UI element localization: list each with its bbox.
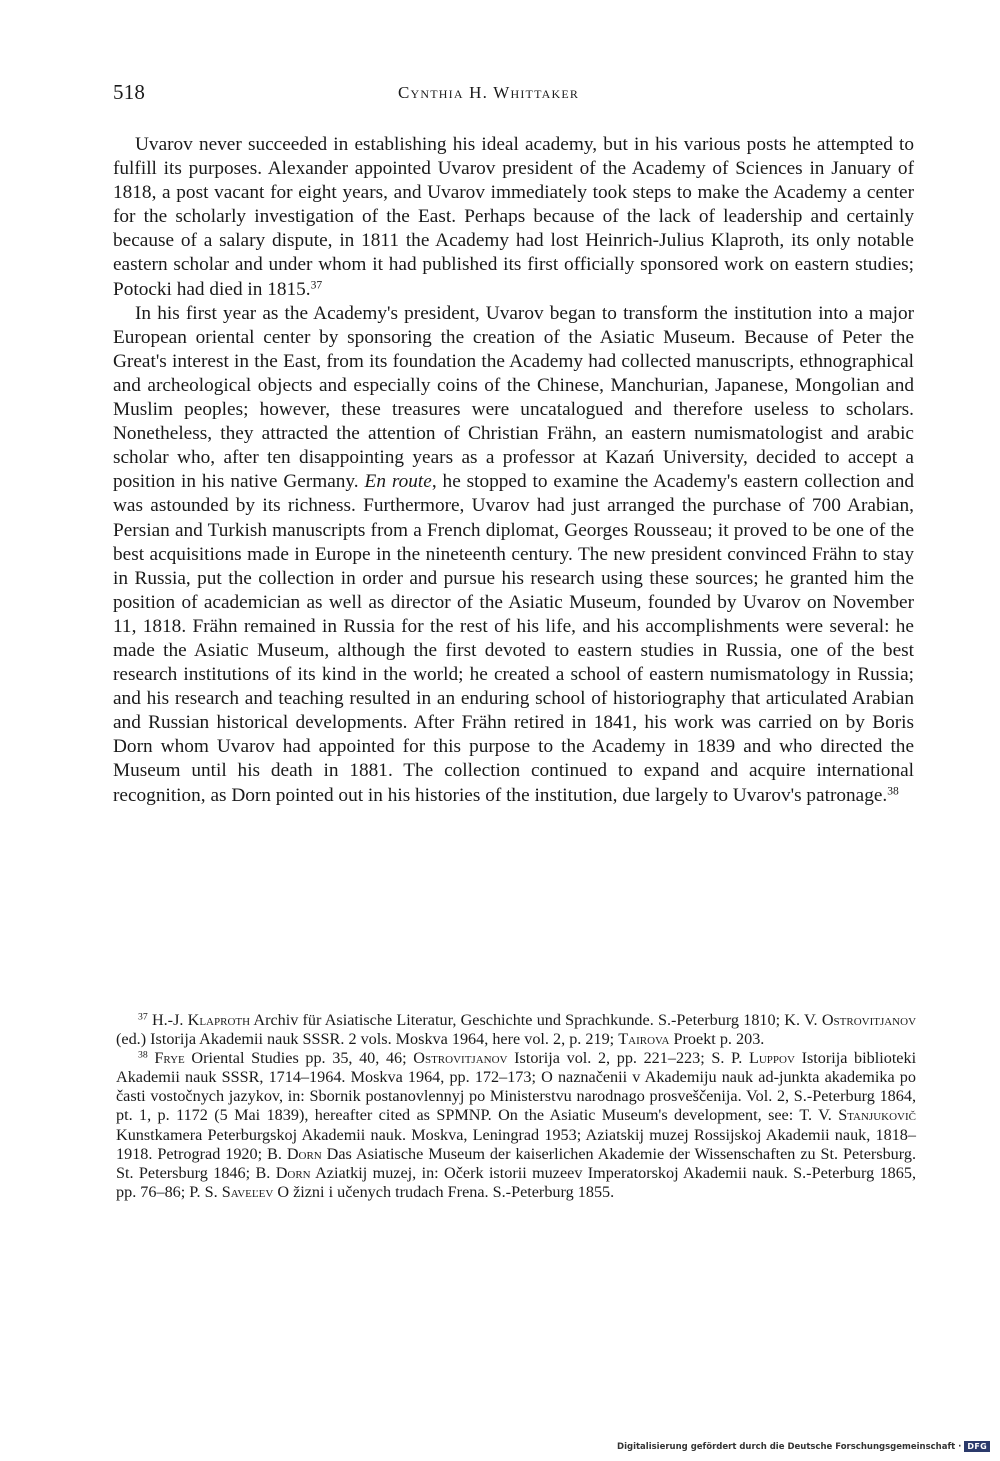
- footnote-ref-37: 37: [310, 278, 323, 292]
- footnote-38-text-7: O žizni i učenych trudach Frena. S.-Peterburg 1855.: [277, 1182, 615, 1201]
- footnotes: [116, 1011, 916, 1202]
- footnote-37-text-3: Proekt p. 203.: [673, 1030, 765, 1049]
- footnote-38-author-7: Saveľev: [221, 1182, 274, 1201]
- page-number: 518: [113, 80, 146, 104]
- paragraph-2-text-b: , he stopped to examine the Academy's eastern collection and was astounded by its richness. Furthermore, Uvarov had just arranged the purchase of 700 Arabian, Persian and Turkish manuscripts from a French diplomat, Georges Rousseau; it proved to be one of the best acquisitions made in Europe in the nineteenth century. The new president convinced Frähn to stay in Russia, put the collection in order and pursue his research using these sources; he granted him the position of academician as well as director of the Asiatic Museum, founded by Uvarov on November 11, 1818. Frähn remained in Russia for the rest of his life, and his accomplishments were several: he made the Asiatic Museum, although the first devoted to eastern studies in Russia, one of the best research institutions of its kind in the world; he created a school of eastern numismatology in Russia; and his research and teaching resulted in an enduring school of historiography that articulated Arabian and Russian historical developments. After Frähn retired in 1841, his work was carried on by Boris Dorn whom Uvarov had appointed for this purpose to the Academy in 1839 and who directed the Museum until his death in 1881. The collection continued to expand and acquire international recognition, as Dorn pointed out in his histories of the institution, due largely to Uvarov's patronage.: [113, 471, 914, 806]
- footnote-38-text-3: Istorija biblioteki Akademii nauk SSSR, 1714–1964. Moskva 1964, pp. 172–173; O naznačenii v Akademiju nauk ad-junkta akademika po časti vostočnych jazykov, in: Sbornik postanovlennyj po Ministerstvu narodnago prosveščenija. Vol. 2, S.-Peterburg 1864, pt. 1, p. 1172 (5 Mai 1839), hereafter cited as SPMNP. On the Asiatic Museum's development, see: T. V.: [116, 1049, 917, 1125]
- footnote-38-text-1: Oriental Studies pp. 35, 40, 46;: [191, 1049, 407, 1068]
- footnote-37-author-1: Klaproth: [187, 1011, 251, 1029]
- paragraph-1-text: Uvarov never succeeded in establishing his ideal academy, but in his various posts he attempted to fulfill its purposes. Alexander appointed Uvarov president of the Academy of Sciences in January of 1818, a post vacant for eight years, and Uvarov immediately took steps to make the Academy a center for the scholarly investigation of the East. Perhaps because of the lack of leadership and certainly because of a salary dispute, in 1811 the Academy had lost Heinrich-Julius Klaproth, its only notable eastern scholar and under whom it had published its first officially sponsored work on eastern studies; Potocki had died in 1815.: [113, 134, 914, 300]
- footnote-37-text-a: H.-J.: [151, 1011, 184, 1029]
- footnote-38-author-1: Frye: [154, 1049, 185, 1068]
- footnote-38-author-3: Luppov: [748, 1049, 795, 1068]
- paragraph-1: [113, 133, 914, 302]
- footnote-38-author-4: Stanjukovič: [838, 1106, 916, 1125]
- footnote-38-author-6: Dorn: [275, 1163, 311, 1182]
- footnote-38-author-5: Dorn: [286, 1144, 322, 1163]
- footnote-38-text-4: Kunstkamera Peterburgskoj Akademii nauk. Moskva, Leningrad 1953; Aziatskij muzej Rossijskoj Akademii nauk, 1818–1918. Petrograd 1920; B.: [116, 1125, 916, 1163]
- footnote-37-text-2: (ed.) Istorija Akademii nauk SSSR. 2 vols. Moskva 1964, here vol. 2, p. 219;: [116, 1030, 615, 1049]
- paragraph-2: [113, 302, 914, 808]
- footnote-38: [116, 1049, 916, 1202]
- footnote-ref-38: 38: [887, 784, 899, 798]
- footer-text: Digitalisierung gefördert durch die Deutsche Forschungsgemeinschaft ·: [617, 1441, 962, 1452]
- paragraph-2-italic: En route: [364, 471, 432, 493]
- footnote-38-text-6: Aziatkij muzej, in: Očerk istorii muzeev Imperatorskoj Akademii nauk. S.-Peterburg 1865, pp. 76–86; P. S.: [116, 1163, 917, 1201]
- running-head: Cynthia H. Whittaker: [398, 83, 580, 102]
- footnote-37-author-2: Ostrovitjanov: [821, 1011, 917, 1029]
- footnote-37-marker: 37: [138, 1011, 148, 1023]
- footnote-37-author-3: Tairova: [618, 1030, 670, 1049]
- body-text: [113, 133, 914, 808]
- dfg-logo-icon: DFG: [964, 1441, 990, 1452]
- footnote-38-marker: 38: [138, 1049, 148, 1061]
- footnote-38-text-5: Das Asiatische Museum der kaiserlichen Akademie der Wissenschaften zu St. Petersburg. St. Petersburg 1846; B.: [116, 1144, 916, 1182]
- footnote-37-text-1: Archiv für Asiatische Literatur, Geschichte und Sprachkunde. S.-Peterburg 1810; K. V.: [253, 1011, 818, 1029]
- paragraph-2-text-a: In his first year as the Academy's president, Uvarov began to transform the institution into a major European oriental center by sponsoring the creation of the Asiatic Museum. Because of Peter the Great's interest in the East, from its foundation the Academy had collected manuscripts, ethnographical and archeological objects and especially coins of the Chinese, Manchurian, Japanese, Mongolian and Muslim peoples; however, these treasures were uncatalogued and therefore useless to scholars. Nonetheless, they attracted the attention of Christian Frähn, an eastern numismatologist and arabic scholar who, after ten disappointing years as a professor at Kazań University, decided to accept a position in his native Germany.: [113, 302, 914, 493]
- footnote-37: [116, 1011, 916, 1049]
- footnote-38-text-2: Istorija vol. 2, pp. 221–223; S. P.: [514, 1049, 743, 1068]
- footnote-38-author-2: Ostrovitjanov: [413, 1049, 508, 1068]
- digitization-footer: [617, 1441, 990, 1452]
